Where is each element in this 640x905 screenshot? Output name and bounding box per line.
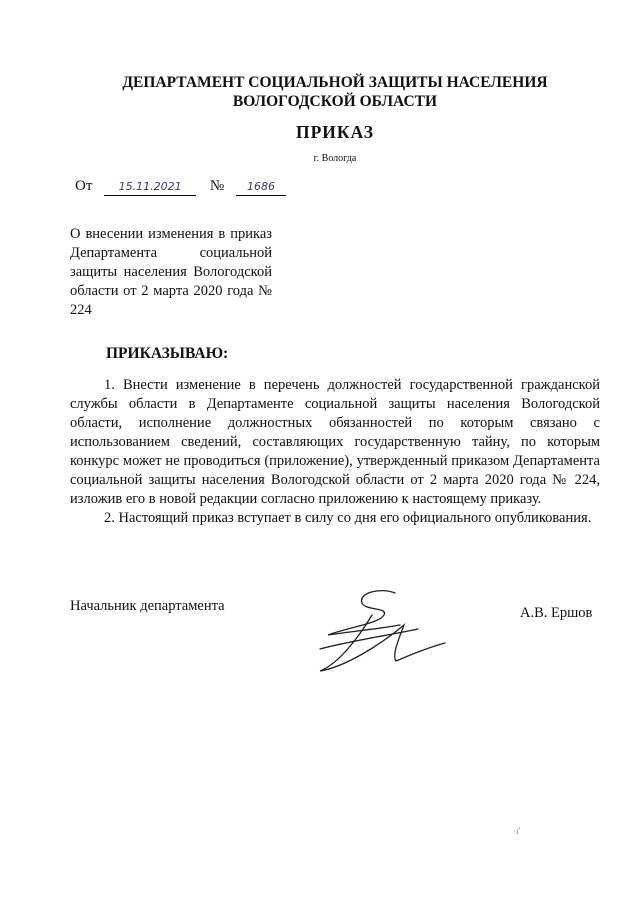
org-line-2: ВОЛОГОДСКОЙ ОБЛАСТИ bbox=[232, 93, 438, 110]
scan-speck: ·ı' bbox=[513, 826, 521, 836]
handwritten-number: 1686 bbox=[236, 179, 286, 196]
city-label: г. Вологда bbox=[313, 153, 357, 164]
handwritten-signature bbox=[300, 585, 450, 680]
from-label: От bbox=[75, 178, 93, 194]
paragraph-1: 1. Внести изменение в перечень должностей государственной гражданской службы области в Департаменте социальной защиты населения Вологодской области, исполнение должностных обязанностей по которым связано с использованием сведений, составляющих государственную тайну, по которым конкурс может не проводиться (приложение), утвержденный приказом Департамента социальной защиты населения Вологодской области от 2 марта 2020 года № 224, изложив его в новой редакции согласно приложению к настоящему приказу. bbox=[70, 377, 600, 507]
org-line-1: ДЕПАРТАМЕНТ СОЦИАЛЬНОЙ ЗАЩИТЫ НАСЕЛЕНИЯ bbox=[122, 74, 548, 91]
order-body bbox=[70, 376, 600, 528]
order-subject: О внесении изменения в приказ Департамента социальной защиты населения Вологодской области от 2 марта 2020 года № 224 bbox=[70, 226, 272, 318]
document-title: ПРИКАЗ bbox=[295, 122, 375, 142]
date-number-line bbox=[75, 176, 286, 196]
signatory-position: Начальник департамента bbox=[70, 598, 225, 614]
number-label: № bbox=[209, 178, 225, 194]
handwritten-date: 15.11.2021 bbox=[104, 179, 196, 196]
paragraph-2: 2. Настоящий приказ вступает в силу со дня его официального опубликования. bbox=[104, 510, 592, 526]
signatory-name: А.В. Ершов bbox=[520, 605, 593, 621]
order-heading: ПРИКАЗЫВАЮ: bbox=[106, 345, 229, 362]
organization-header bbox=[70, 73, 600, 111]
